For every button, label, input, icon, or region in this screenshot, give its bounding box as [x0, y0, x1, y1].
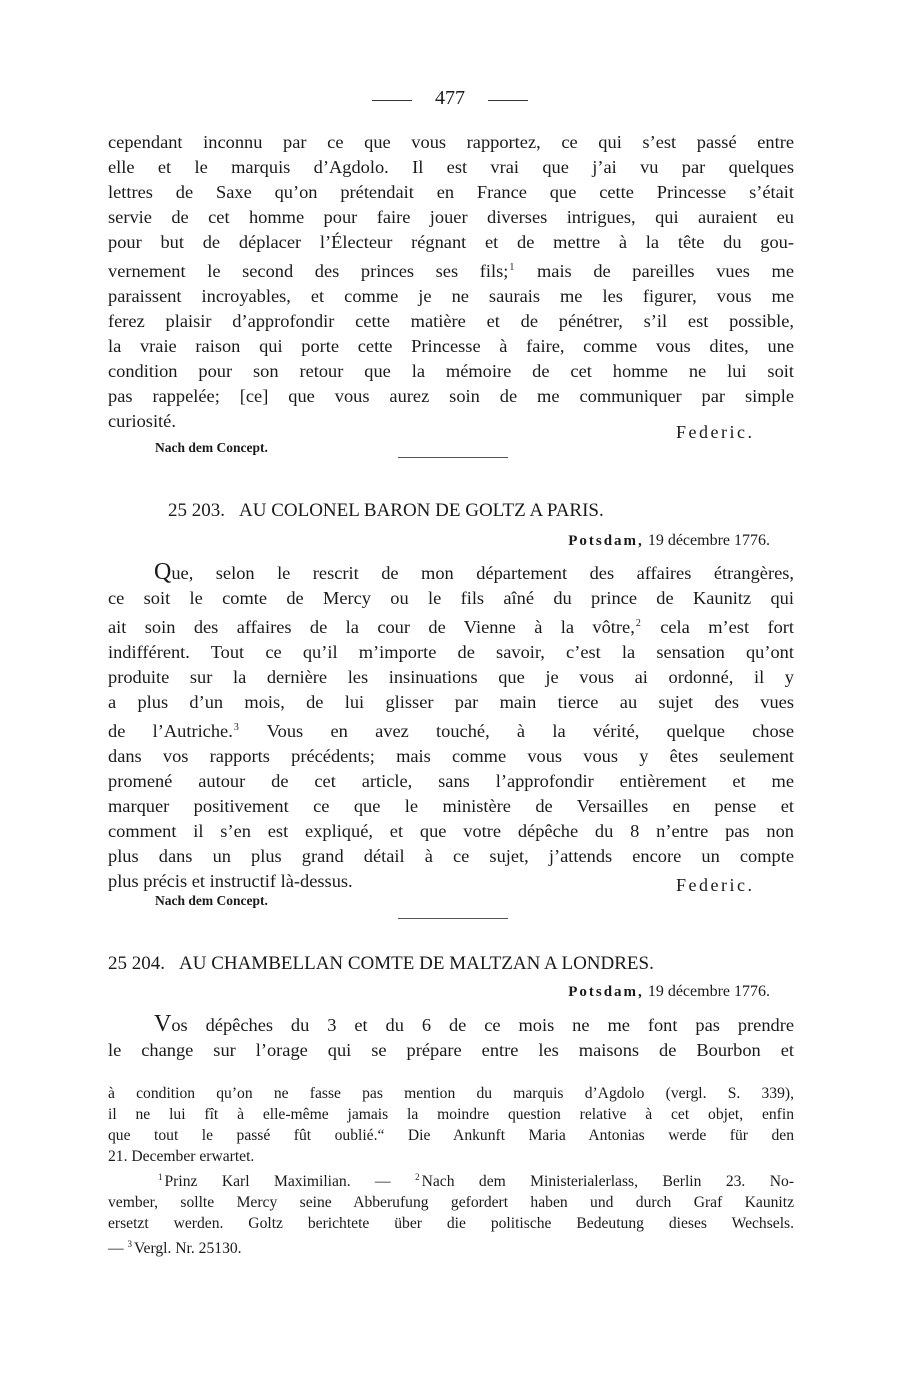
- text-line: plus précis et instructif là-dessus.: [108, 871, 353, 891]
- dateline-place: Potsdam,: [568, 533, 644, 549]
- text-line: pour but de déplacer l’Électeur régnant et de mettre à la tête du gou-: [108, 232, 794, 252]
- footnote-line: vember, sollte Mercy seine Abberufung gefordert haben und durch Graf Kaunitz: [108, 1194, 794, 1211]
- text-line: marquer positivement ce que le ministère de Versailles en pense et: [108, 796, 794, 816]
- text-line: vernement le second des princes ses fils;$^1$ mais de pareilles vues me: [108, 261, 794, 281]
- text-line: cependant inconnu par ce que vous rapportez, ce qui s’est passé entre: [108, 132, 794, 152]
- letter-title: AU CHAMBELLAN COMTE DE MALTZAN A LONDRES.: [179, 953, 654, 974]
- text-line: Que, selon le rescrit de mon département des affaires étrangères,: [154, 559, 794, 585]
- initial-letter: Q: [154, 559, 172, 585]
- footnote-ref: 1: [509, 262, 515, 273]
- text-line: produite sur la dernière les insinuations que je vous ai ordonné, il y: [108, 667, 794, 687]
- dateline-date: 19 décembre 1776.: [647, 983, 770, 1000]
- letter-title: AU COLONEL BARON DE GOLTZ A PARIS.: [239, 500, 604, 521]
- section-separator: [398, 918, 508, 919]
- text-line: promené autour de cet article, sans l’approfondir entièrement et me: [108, 771, 794, 791]
- text-line: a plus d’un mois, de lui glisser par main tierce au sujet des vues: [108, 692, 794, 712]
- text-line: curiosité.: [108, 411, 176, 431]
- source-note: Nach dem Concept.: [155, 893, 268, 908]
- text-line: plus dans un plus grand détail à ce sujet, j’attends encore un compte: [108, 846, 794, 866]
- text-line: comment il s’en est expliqué, et que votre dépêche du 8 n’entre pas non: [108, 821, 794, 841]
- footnote-marker: 1: [158, 1172, 163, 1182]
- letter-number: 25 203.: [168, 500, 225, 521]
- text-line: paraissent incroyables, et comme je ne saurais me les figurer, vous me: [108, 286, 794, 306]
- signature: Federic.: [676, 422, 755, 442]
- dateline-place: Potsdam,: [568, 984, 644, 1000]
- text-line: elle et le marquis d’Agdolo. Il est vrai que j’ai vu par quelques: [108, 157, 794, 177]
- footnote-line: à condition qu’on ne fasse pas mention du marquis d’Agdolo (vergl. S. 339),: [108, 1085, 794, 1102]
- text-line: lettres de Saxe qu’on prétendait en France que cette Princesse s’était: [108, 182, 794, 202]
- footnote-marker: 3: [127, 1239, 132, 1249]
- footnote-line: ersetzt werden. Goltz berichtete über die politische Bedeutung dieses Wechsels.: [108, 1215, 794, 1232]
- page-number: 477: [435, 87, 465, 109]
- letter-number: 25 204.: [108, 953, 165, 974]
- footnote-line: il ne lui fît à elle-même jamais la moindre question relative à cet objet, enfin: [108, 1106, 794, 1123]
- previous-letter-body: [108, 130, 794, 434]
- text-line: dans vos rapports précédents; mais comme vous vous y êtes seulement: [108, 746, 794, 766]
- text-line: la vraie raison qui porte cette Princesse à faire, comme vous dites, une: [108, 336, 794, 356]
- footnote-line: 21. December erwartet.: [108, 1148, 255, 1165]
- text-line: indifférent. Tout ce qu’il m’importe de savoir, c’est la sensation qu’ont: [108, 642, 794, 662]
- footnote-ref: 2: [635, 618, 641, 629]
- footnote-marker: 2: [415, 1172, 420, 1182]
- text-line: pas rappelée; [ce] que vous aurez soin de me communiquer par simple: [108, 386, 794, 406]
- text-line: le change sur l’orage qui se prépare entre les maisons de Bourbon et: [108, 1040, 794, 1060]
- dateline: [568, 983, 770, 1001]
- header-rule-left: [372, 100, 412, 101]
- footnote-line: — $^3$ Vergl. Nr. 25130.: [108, 1239, 242, 1257]
- text-line: de l’Autriche.$^3$ Vous en avez touché, à la vérité, quelque chose: [108, 721, 794, 741]
- footnote-line: $^1$ Prinz Karl Maximilian. — $^2$ Nach dem Ministerialerlass, Berlin 23. No-: [158, 1172, 795, 1190]
- text-line: servie de cet homme pour faire jouer diverses intrigues, qui auraient eu: [108, 207, 794, 227]
- text-line: condition pour son retour que la mémoire de cet homme ne lui soit: [108, 361, 794, 381]
- letter-heading: [108, 953, 794, 975]
- signature: Federic.: [676, 875, 755, 895]
- header-rule-right: [488, 100, 528, 101]
- footnotes: [108, 1083, 794, 1259]
- text-line: Vos dépêches du 3 et du 6 de ce mois ne me font pas prendre: [154, 1011, 794, 1037]
- initial-letter: V: [154, 1011, 172, 1037]
- source-note: Nach dem Concept.: [155, 440, 268, 455]
- dateline-date: 19 décembre 1776.: [647, 532, 770, 549]
- footnote-line: que tout le passé fût oublié.“ Die Ankunft Maria Antonias werde für den: [108, 1127, 794, 1144]
- letter-heading: [168, 500, 854, 522]
- letter-body: [108, 1012, 794, 1063]
- text-line: ce soit le comte de Mercy ou le fils aîné du prince de Kaunitz qui: [108, 588, 794, 608]
- letter-body: [108, 560, 794, 894]
- page-header: [0, 87, 900, 115]
- section-separator: [398, 457, 508, 458]
- text-line: ferez plaisir d’approfondir cette matière et de pénétrer, s’il est possible,: [108, 311, 794, 331]
- footnote-ref: 3: [233, 722, 239, 733]
- text-line: ait soin des affaires de la cour de Vienne à la vôtre,$^2$ cela m’est fort: [108, 617, 794, 637]
- dateline: [568, 532, 770, 550]
